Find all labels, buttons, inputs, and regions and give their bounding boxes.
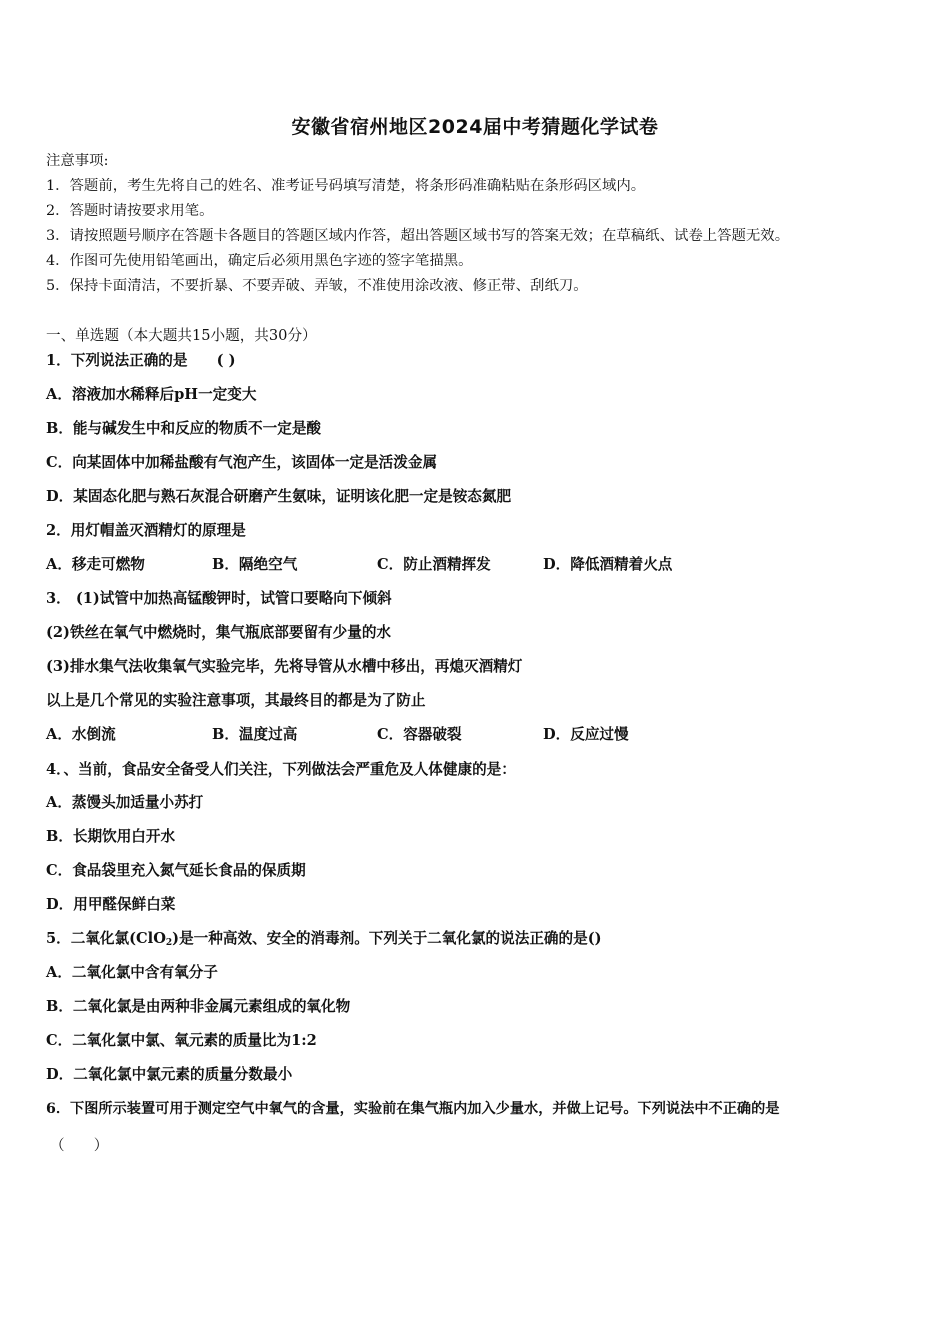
notice-item: 5．保持卡面清洁，不要折暴、不要弄破、弄皱，不准使用涂改液、修正带、刮纸刀。: [46, 278, 588, 294]
question-2-option-a: A．移走可燃物: [46, 556, 145, 573]
notice-item: 4．作图可先使用铅笔画出，确定后必须用黑色字迹的签字笔描黑。: [46, 253, 473, 269]
question-3-stem: 3． (1)试管中加热高锰酸钾时，试管口要略向下倾斜: [46, 590, 392, 607]
notice-heading: 注意事项:: [46, 153, 109, 169]
question-1-option-c: C．向某固体中加稀盐酸有气泡产生，该固体一定是活泼金属: [46, 454, 438, 471]
question-1-option-b: B．能与碱发生中和反应的物质不一定是酸: [46, 420, 322, 437]
page-title: 安徽省宿州地区2024届中考猜题化学试卷: [291, 116, 659, 138]
question-1-option-d: D．某固态化肥与熟石灰混合研磨产生氨味，证明该化肥一定是铵态氮肥: [46, 488, 512, 505]
question-2-option-b: B．隔绝空气: [212, 556, 298, 573]
question-5-stem-subscript: 2: [165, 938, 173, 948]
question-4-option-c: C．食品袋里充入氮气延长食品的保质期: [46, 862, 306, 879]
question-3-option-b: B．温度过高: [212, 726, 298, 743]
question-4-option-d: D．用甲醛保鲜白菜: [46, 896, 176, 913]
question-5-stem-pre: 5．二氧化氯(ClO: [46, 930, 166, 947]
question-4-option-a: A．蒸馒头加适量小苏打: [46, 794, 204, 811]
question-5-stem: [46, 929, 602, 953]
question-3-line-4: 以上是几个常见的实验注意事项，其最终目的都是为了防止: [46, 692, 426, 709]
notice-item: 1．答题前，考生先将自己的姓名、准考证号码填写清楚，将条形码准确粘贴在条形码区域内。: [46, 178, 646, 194]
question-2-option-c: C．防止酒精挥发: [377, 556, 491, 573]
section-heading: 一、单选题（本大题共15小题，共30分）: [46, 327, 317, 344]
question-5-stem-post: )是一种高效、安全的消毒剂。下列关于二氧化氯的说法正确的是(): [172, 930, 602, 947]
question-2-option-d: D．降低酒精着火点: [543, 556, 673, 573]
question-5-option-d: D．二氧化氯中氯元素的质量分数最小: [46, 1066, 293, 1083]
notice-item: 3．请按照题号顺序在答题卡各题目的答题区域内作答，超出答题区域书写的答案无效；在草稿纸、试卷上答题无效。: [46, 228, 790, 244]
question-5-option-a: A．二氧化氯中含有氧分子: [46, 964, 218, 981]
question-5-option-b: B．二氧化氯是由两种非金属元素组成的氧化物: [46, 998, 351, 1015]
question-3-line-3: (3)排水集气法收集氧气实验完毕，先将导管从水槽中移出，再熄灭酒精灯: [46, 658, 523, 675]
question-3-option-a: A．水倒流: [46, 726, 116, 743]
question-1-stem: 1．下列说法正确的是 ( ): [46, 352, 236, 369]
question-4-stem: 4．、当前，食品安全备受人们关注，下列做法会严重危及人体健康的是：: [46, 761, 516, 778]
question-3-option-c: C．容器破裂: [377, 726, 462, 743]
question-6-stem: 6．下图所示装置可用于测定空气中氧气的含量，实验前在集气瓶内加入少量水，并做上记号。下列说法中不正确的是: [46, 1101, 780, 1117]
question-2-stem: 2．用灯帽盖灭酒精灯的原理是: [46, 522, 246, 539]
question-1-option-a: A．溶液加水稀释后pH一定变大: [46, 386, 257, 403]
question-3-option-d: D．反应过慢: [543, 726, 629, 743]
question-3-line-2: (2)铁丝在氧气中燃烧时，集气瓶底部要留有少量的水: [46, 624, 392, 641]
question-5-option-c: C．二氧化氯中氯、氧元素的质量比为1:2: [46, 1032, 317, 1049]
question-4-option-b: B．长期饮用白开水: [46, 828, 176, 845]
notice-item: 2．答题时请按要求用笔。: [46, 203, 214, 219]
question-6-answer-bracket: （ ）: [50, 1137, 109, 1154]
